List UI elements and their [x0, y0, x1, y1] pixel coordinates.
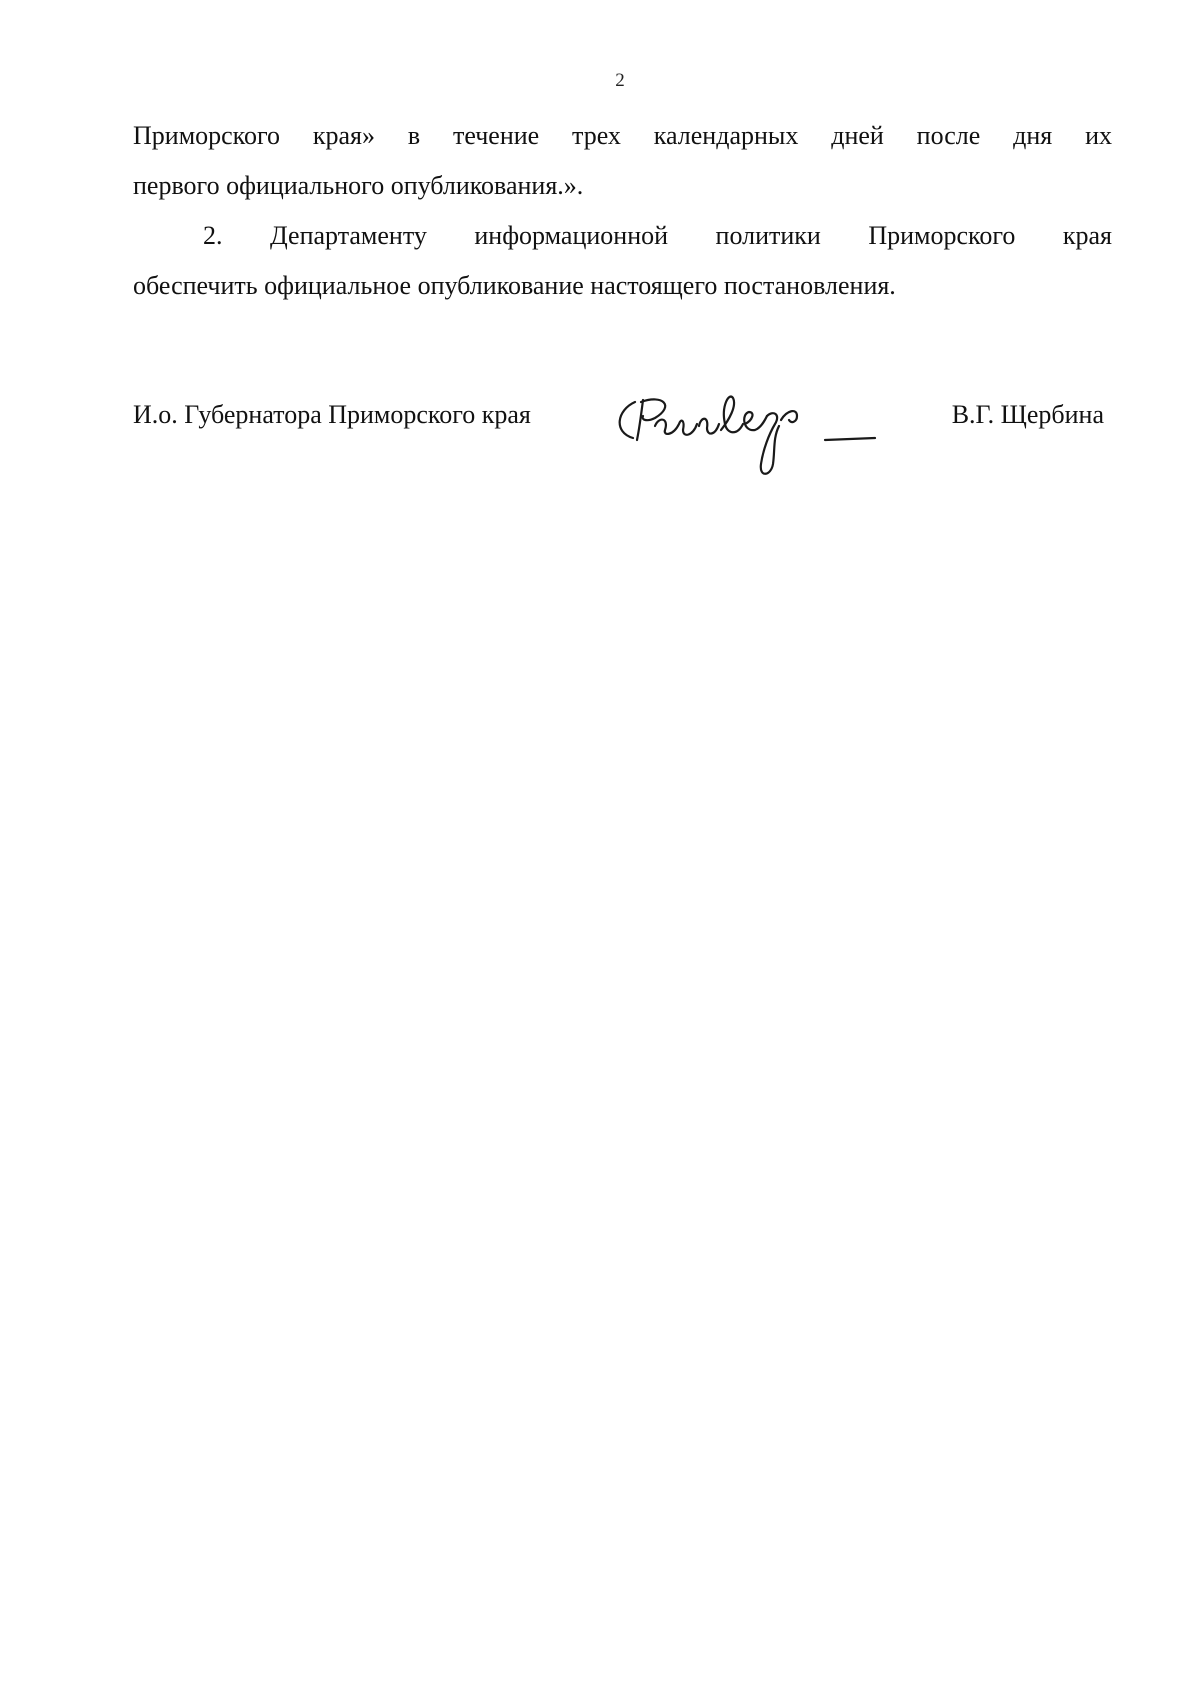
signature-block — [133, 380, 1112, 490]
page-number: 2 — [615, 70, 625, 91]
paragraph-line: первого официального опубликования.». — [133, 171, 584, 200]
paragraph-line: 2. Департаменту информационной политики Приморского края — [203, 221, 1112, 250]
paragraph-line: обеспечить официальное опубликование настоящего постановления. — [133, 271, 896, 300]
paragraph-continuation — [133, 111, 1112, 211]
signer-name: В.Г. Щербина — [951, 400, 1104, 429]
paragraph-item-2 — [133, 211, 1112, 311]
signer-position: И.о. Губернатора Приморского края — [133, 400, 531, 429]
handwritten-signature-icon — [603, 380, 903, 490]
paragraph-line: Приморского края» в течение трех календарных дней после дня их — [133, 121, 1112, 150]
